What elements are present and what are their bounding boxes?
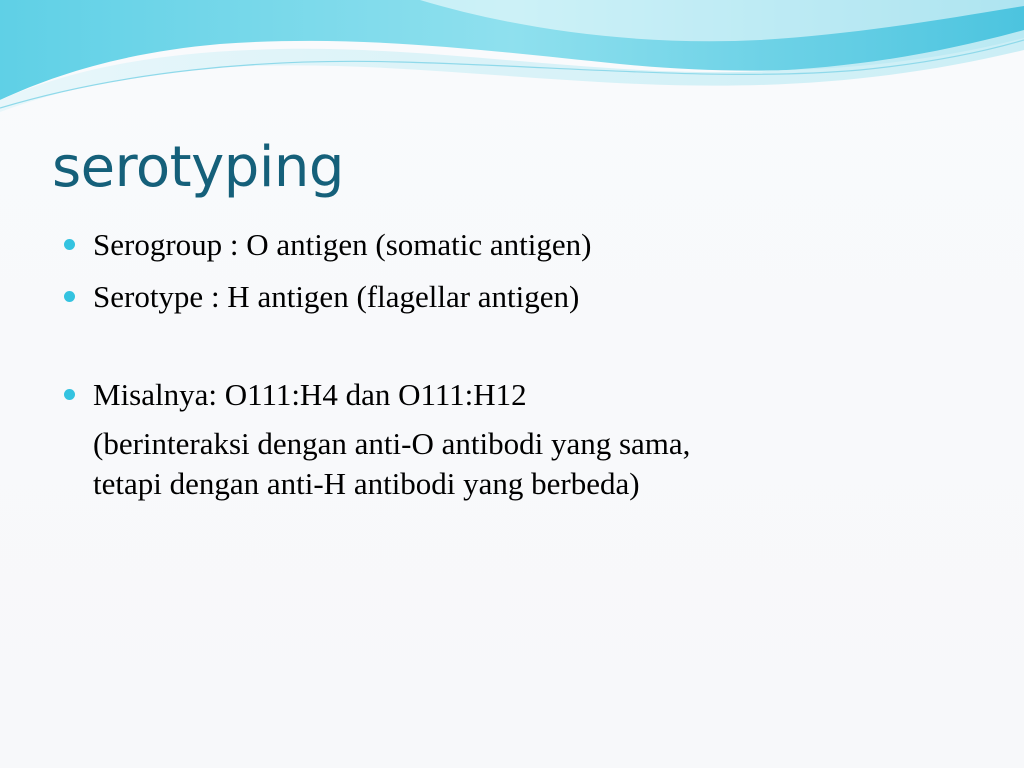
bullet-item-serogroup bbox=[62, 222, 982, 268]
bullet-item-example bbox=[62, 372, 982, 418]
bullet-dot-icon bbox=[64, 291, 75, 302]
bullet-text: Misalnya: O111:H4 dan O111:H12 bbox=[93, 377, 527, 412]
spacer bbox=[62, 326, 982, 372]
explanation-line-2: tetapi dengan anti-H antibodi yang berbeda) bbox=[93, 466, 640, 501]
explanation-line-1: (berinteraksi dengan anti-O antibodi yang sama, bbox=[93, 426, 691, 461]
bullet-item-serotype bbox=[62, 274, 982, 320]
example-explanation bbox=[62, 424, 982, 504]
bullet-dot-icon bbox=[64, 239, 75, 250]
bullet-text: Serogroup : O antigen (somatic antigen) bbox=[93, 227, 592, 262]
bullet-dot-icon bbox=[64, 389, 75, 400]
bullet-list bbox=[62, 222, 982, 504]
bullet-text: Serotype : H antigen (flagellar antigen) bbox=[93, 279, 580, 314]
slide-title: serotyping bbox=[52, 135, 344, 200]
header-wave-decoration bbox=[0, 0, 1024, 120]
